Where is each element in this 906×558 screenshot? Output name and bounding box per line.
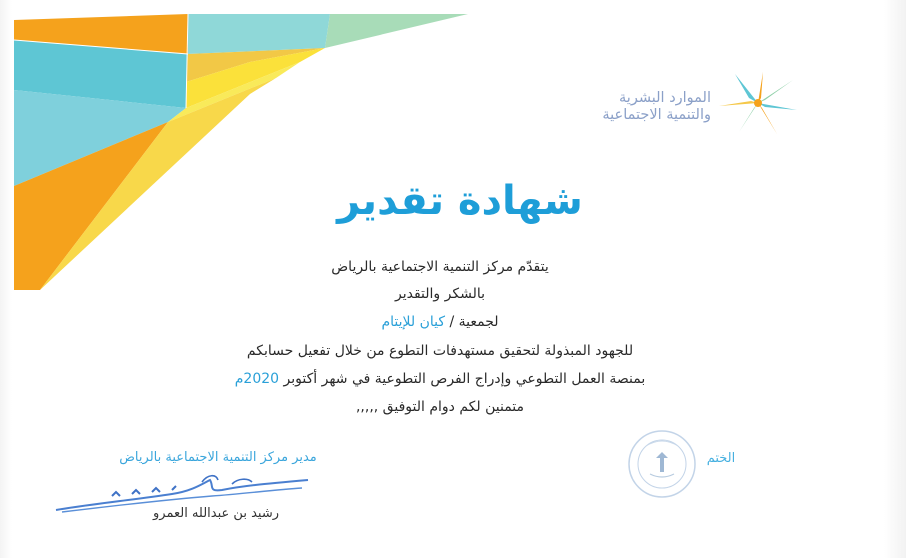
signatory-name: رشيد بن عبدالله العمرو bbox=[153, 506, 279, 521]
recipient-prefix: لجمعية / bbox=[445, 314, 499, 330]
logo-text-line2: والتنمية الاجتماعية bbox=[602, 107, 711, 123]
official-seal-icon bbox=[626, 428, 698, 500]
recipient-organization: كيان للإيتام bbox=[381, 314, 446, 330]
decorative-corner-shapes-icon bbox=[0, 0, 470, 300]
logo-text-line1: الموارد البشرية bbox=[619, 90, 711, 106]
certificate-title: شهادة تقدير bbox=[337, 178, 583, 224]
signatory-title: مدير مركز التنمية الاجتماعية بالرياض bbox=[119, 450, 317, 465]
body-line-recipient bbox=[200, 314, 680, 330]
body-line-platform bbox=[200, 371, 680, 387]
platform-text: بمنصة العمل التطوعي وإدراج الفرص التطوعية في شهر أكتوبر bbox=[283, 371, 646, 387]
certificate-year: 2020م bbox=[234, 371, 280, 387]
body-line-presenter: يتقدّم مركز التنمية الاجتماعية بالرياض bbox=[331, 259, 549, 275]
hrsd-star-logo-icon bbox=[717, 70, 799, 136]
page-edge-right bbox=[884, 0, 906, 558]
ministry-logo bbox=[586, 70, 801, 140]
body-line-wishes: متمنين لكم دوام التوفيق ,,,,, bbox=[355, 399, 525, 415]
seal-label: الختم bbox=[706, 451, 736, 466]
body-line-efforts: للجهود المبذولة لتحقيق مستهدفات التطوع من خلال تفعيل حسابكم bbox=[246, 343, 634, 359]
body-line-thanks: بالشكر والتقدير bbox=[394, 286, 485, 302]
